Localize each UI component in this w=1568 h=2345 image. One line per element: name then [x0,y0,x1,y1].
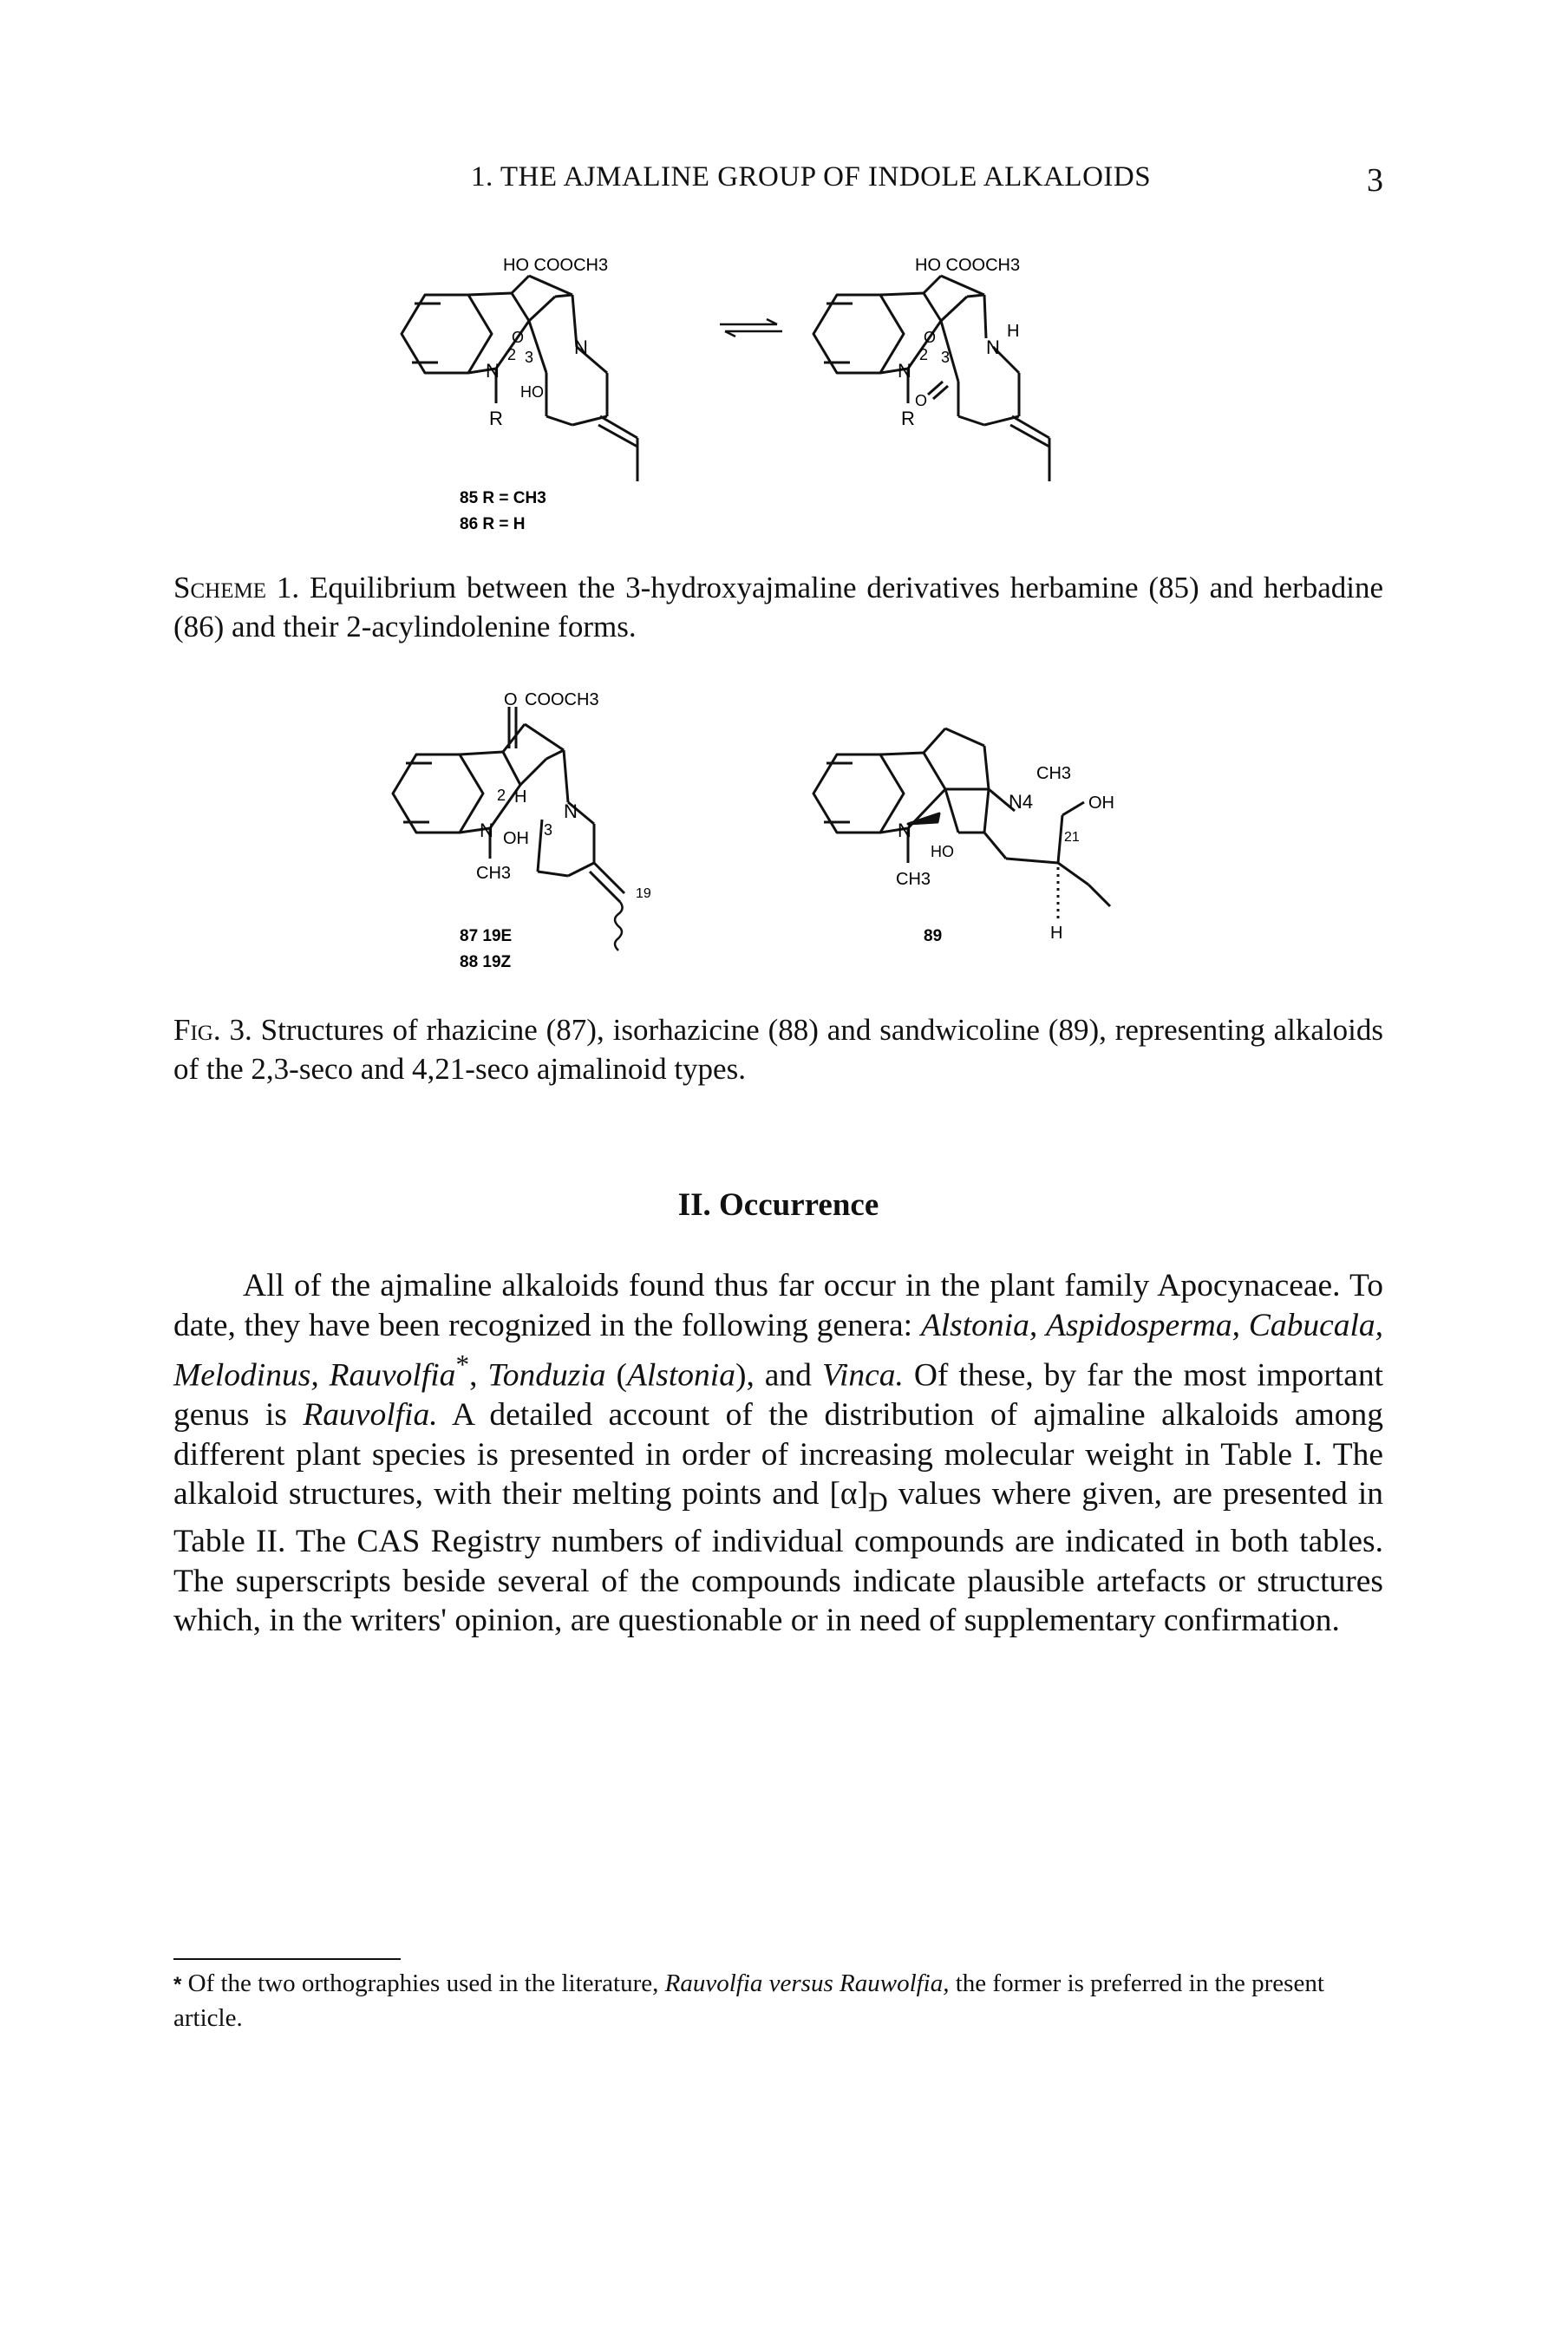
scheme1-right-top-label: HO COOCH3 [915,256,1021,275]
body-text-2: Of these, by far the most important genus is [173,1357,1384,1433]
scheme1-right-n-bridge: N [986,336,1000,358]
scheme1-left-o: O [512,329,525,346]
scheme1-right-r: R [901,408,915,429]
scheme1-caption-label: Scheme 1. [173,571,300,604]
footnote-space-2 [833,1969,840,1997]
body-text-3: A detailed account of the distribution of ajmaline alkaloids among different plant species is presented in order of increasing molecular weight in Table I. The alkaloid structures, with their melting points and [α] [173,1397,1383,1512]
scheme1-left-ho: HO [520,383,544,401]
fig3-right-oh: OH [1088,794,1114,813]
fig3-compound-labels-left [460,924,633,976]
footnote-space-1 [762,1969,768,1997]
scheme1-left-r: R [489,408,503,429]
scheme1-left-top-label: HO COOCH3 [503,256,609,275]
genus-alstonia: Alstonia, [920,1307,1038,1343]
genus-cabucala: Cabucala, [1248,1307,1384,1343]
fig3-left-n-indole: N [480,820,493,841]
body-sep-5: , [469,1357,488,1394]
footnote-mark: * [173,1973,182,1996]
fig3-right-h: H [1050,924,1063,943]
fig3-caption-text: Structures of rhazicine (87), isorhazicine (88) and sandwicoline (89), representing alkaloids of the 2,3-seco and 4,21-seco ajmalinoid types. [173,1013,1383,1086]
body-text-1: All of the ajmaline alkaloids found thus far occur in the plant family Apocynaceae. To date, they have been recognized in the following genera: [173,1268,1383,1343]
compound-89-label: 89 [924,927,943,945]
scheme1-compound-labels [460,486,650,538]
genus-aspidosperma: Aspidosperma, [1046,1307,1240,1343]
section-body-paragraph [173,1266,1383,1641]
footnote-text-2: the former is preferred in the present article. [173,1969,1324,2032]
footnote-rauvolfia: Rauvolfia [664,1969,763,1997]
compound-88-label: 88 19Z [460,953,512,971]
scheme1-structure-right [785,251,1132,520]
scheme1-left-pos2: 2 [507,346,517,363]
body-space-2 [1240,1308,1249,1343]
scheme1-right-h: H [1007,322,1020,341]
footnote-rauwolfia: Rauwolfia, [840,1969,950,1997]
body-space-1 [1037,1308,1046,1343]
footnote [173,1967,1383,2035]
footnote-text-1: Of the two orthographies used in the literature, [181,1969,665,1997]
fig3-right-ch3-bottom: CH3 [896,870,931,889]
genus-melodinus: Melodinus, [173,1357,319,1394]
scheme1-caption-text: Equilibrium between the 3-hydroxyajmaline derivatives herbamine (85) and herbadine (86) and their 2-acylindolenine forms. [173,571,1384,643]
fig3-left-pos2: 2 [497,787,506,804]
fig3-left-n-bridge: N [564,800,578,822]
body-sep-7: ), and [735,1357,822,1394]
fig3-right-ho: HO [931,843,954,860]
genus-tonduzia: Tonduzia [487,1357,606,1394]
scheme1-right-pos2: 2 [919,346,929,363]
fig3-right-n-indole: N [898,820,911,841]
fig3-right-pos21: 21 [1064,830,1080,845]
fig3-left-top-ester: COOCH3 [525,690,599,709]
fig3-caption-label: Fig. 3. [173,1013,252,1047]
fig3-left-h: H [514,787,527,807]
alpha-d-subscript: D [868,1486,888,1518]
scheme1-right-o2: O [915,392,928,409]
body-space-4 [319,1358,330,1394]
scheme1-structure-left [373,251,720,520]
fig3-left-oh: OH [503,829,529,848]
footnote-rule [173,1958,401,1960]
compound-85-label: 85 R = CH3 [460,489,546,507]
compound-86-label: 86 R = H [460,515,526,533]
body-text-4: values where given, are presented in Table II. The CAS Registry numbers of individual compounds are indicated in both tables. The superscripts beside several of the compounds indicate plausible artefacts or structures which, in the writers' opinion, are questionable or in need of supplementary confirmation. [173,1476,1383,1638]
fig3-caption [173,1010,1383,1088]
scheme1-caption [173,568,1383,646]
equilibrium-arrows [716,317,786,338]
section-heading: II. Occurrence [677,1187,879,1223]
fig3-left-pos19: 19 [636,886,651,901]
scheme1-left-pos3: 3 [525,349,534,366]
genus-rauvolfia: Rauvolfia [329,1357,456,1394]
genus-alstonia-2: Alstonia [626,1357,735,1394]
running-head-title: 1. THE AJMALINE GROUP OF INDOLE ALKALOIDS [471,161,1152,193]
page-number: 3 [1367,162,1383,199]
fig3-left-ch3: CH3 [476,864,512,883]
fig3-compound-label-right [924,924,993,950]
scheme1-left-n-bridge: N [574,336,588,358]
fig3-right-n4: N4 [1009,791,1034,813]
genus-rauvolfia-2: Rauvolfia. [303,1397,438,1433]
body-sep-6: ( [605,1357,627,1394]
footnote-marker: * [455,1349,470,1380]
scheme1-left-n-indole: N [486,360,500,382]
footnote-versus: versus [768,1969,833,1997]
genus-vinca: Vinca. [821,1357,904,1394]
scheme1-right-n-indole: N [898,360,911,382]
fig3-right-ch3-top: CH3 [1036,764,1072,783]
running-head [173,161,1383,205]
fig3-left-pos3: 3 [544,821,553,839]
fig3-left-top-o: O [504,690,518,709]
compound-87-label: 87 19E [460,927,513,945]
scheme1-right-o: O [924,329,937,346]
scheme1-right-pos3: 3 [941,349,951,366]
